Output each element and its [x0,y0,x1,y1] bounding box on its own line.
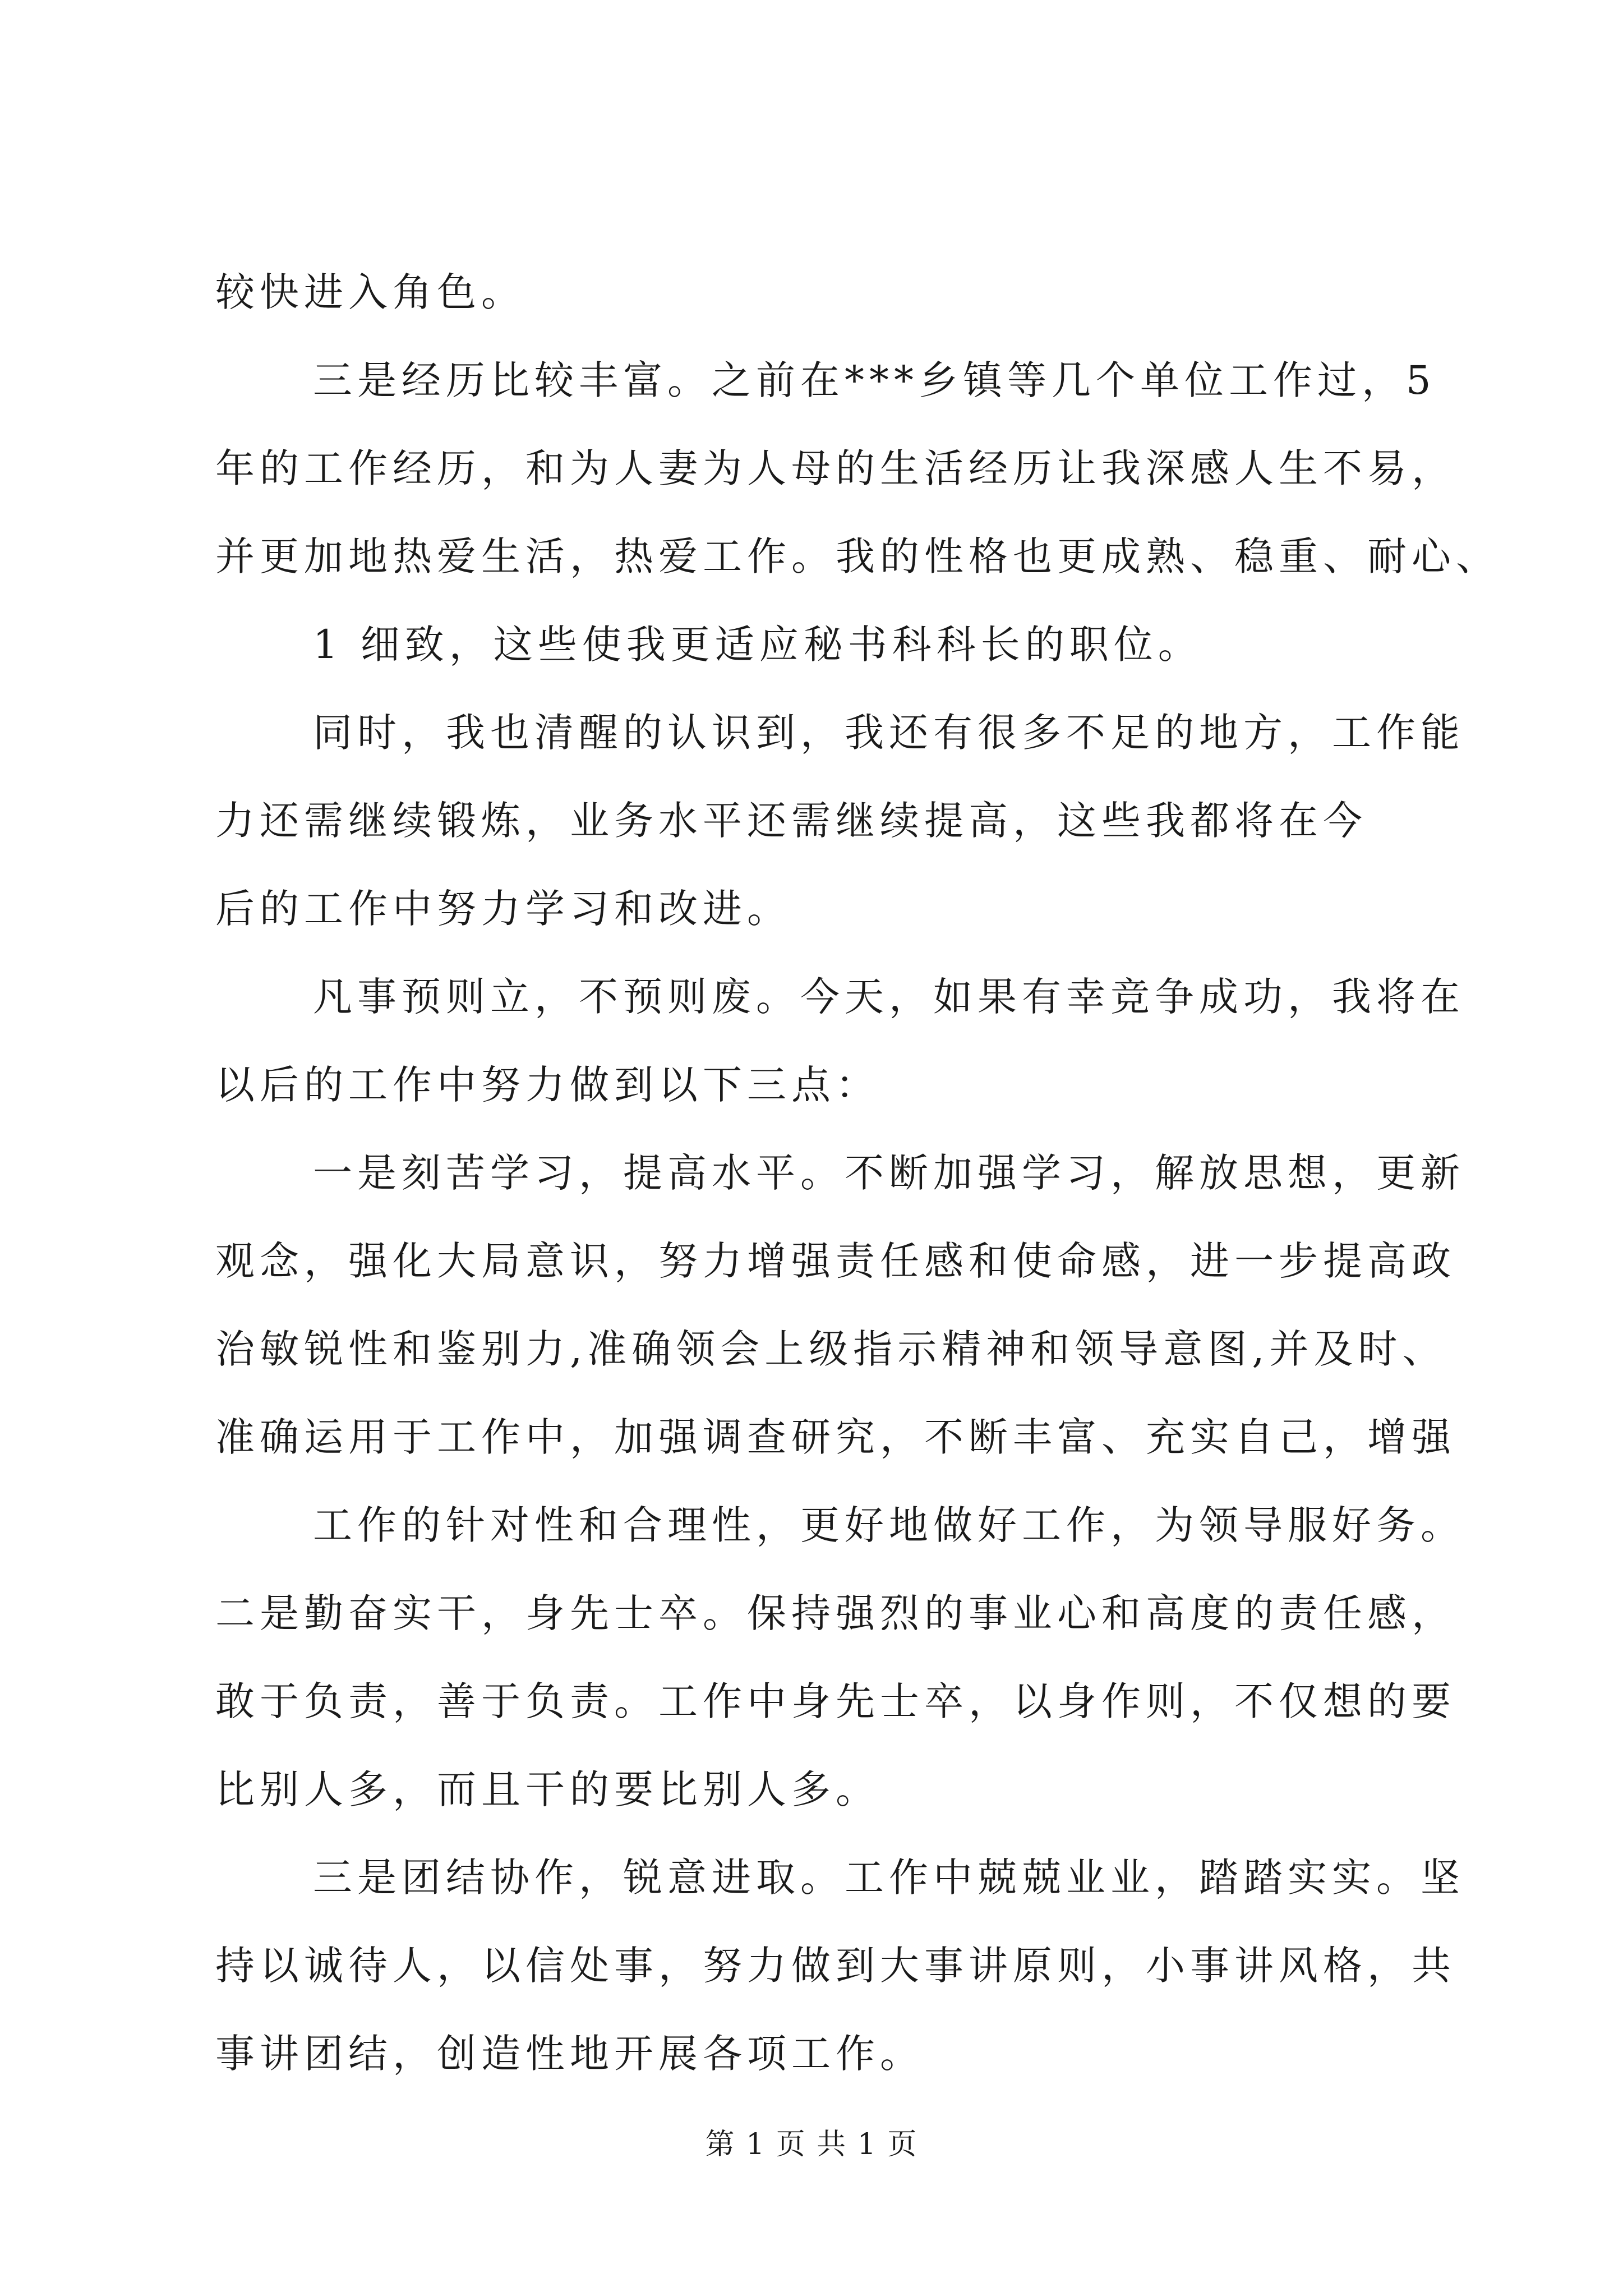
text-line-6: 同时，我也清醒的认识到，我还有很多不足的地方，工作能 [313,710,1465,756]
text-line-17: 敢于负责，善于负责。工作中身先士卒，以身作则，不仅想的要 [215,1678,1456,1724]
text-line-2: 三是经历比较丰富。之前在***乡镇等几个单位工作过，5 [313,357,1436,403]
text-line-3: 年的工作经历，和为人妻为人母的生活经历让我深感人生不易， [215,445,1456,491]
text-line-21: 事讲团结，创造性地开展各项工作。 [215,2031,924,2077]
text-line-13: 治敏锐性和鉴别力,准确领会上级指示精神和领导意图,并及时、 [215,1326,1447,1372]
text-line-19: 三是团结协作，锐意进取。工作中兢兢业业，踏踏实实。坚 [313,1855,1465,1901]
text-line-4: 并更加地热爱生活，热爱工作。我的性格也更成熟、稳重、耐心、 [215,533,1500,579]
text-line-10: 以后的工作中努力做到以下三点： [215,1062,880,1108]
text-line-8: 后的工作中努力学习和改进。 [215,886,791,932]
text-line-5: 1 细致，这些使我更适应秘书科科长的职位。 [313,622,1202,668]
text-line-16: 二是勤奋实干，身先士卒。保持强烈的事业心和高度的责任感， [215,1590,1456,1636]
text-line-18: 比别人多，而且干的要比别人多。 [215,1766,880,1812]
page-footer: 第 1 页 共 1 页 [705,2128,918,2161]
text-line-9: 凡事预则立，不预则废。今天，如果有幸竞争成功，我将在 [313,974,1465,1020]
text-line-12: 观念，强化大局意识，努力增强责任感和使命感，进一步提高政 [215,1238,1456,1284]
text-line-14: 准确运用于工作中，加强调查研究，不断丰富、充实自己，增强 [215,1414,1456,1460]
text-line-20: 持以诚待人，以信处事，努力做到大事讲原则，小事讲风格，共 [215,1943,1456,1989]
text-line-7: 力还需继续锻炼，业务水平还需继续提高，这些我都将在今 [215,798,1367,844]
text-line-15: 工作的针对性和合理性，更好地做好工作，为领导服好务。 [313,1502,1465,1548]
text-line-1: 较快进入角色。 [215,269,525,315]
text-line-11: 一是刻苦学习，提高水平。不断加强学习，解放思想，更新 [313,1150,1465,1196]
